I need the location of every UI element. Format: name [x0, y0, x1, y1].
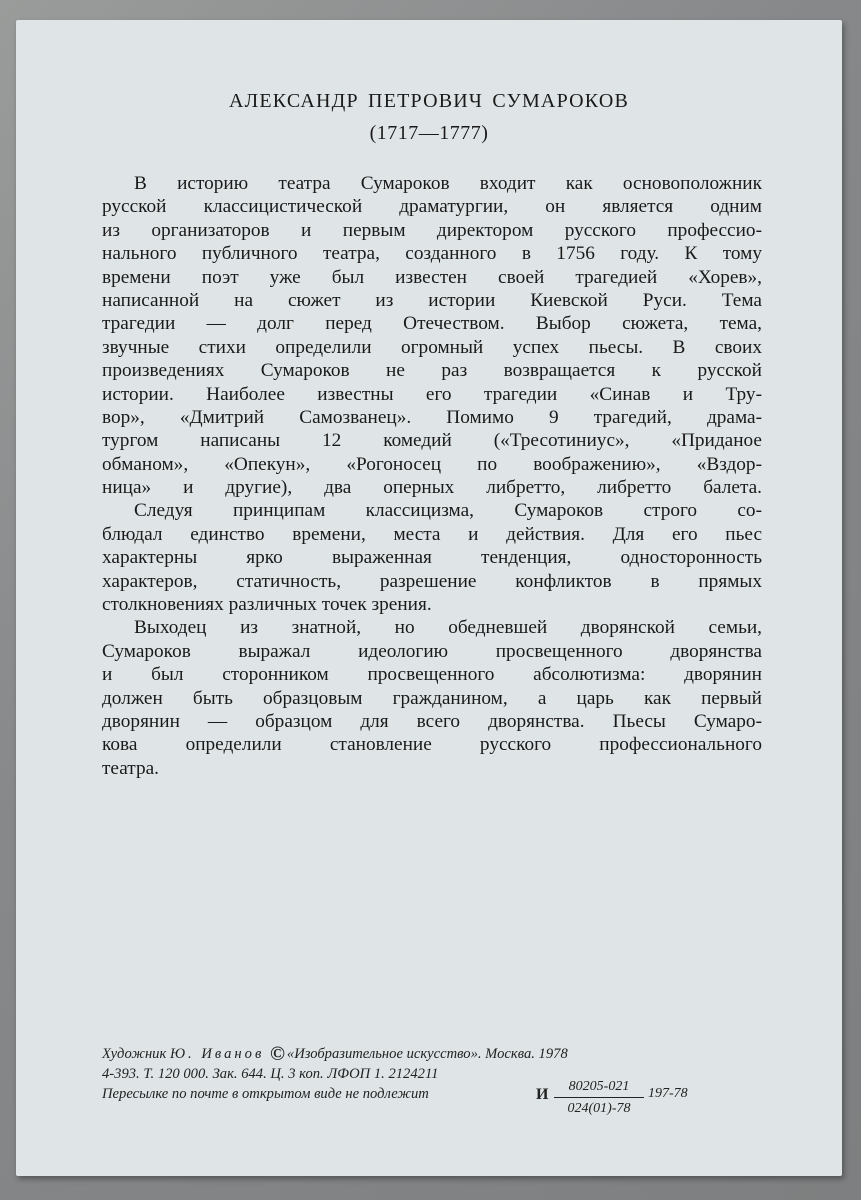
text-line: Сумароков выражал идеологию просвещенного дворянства	[102, 640, 762, 662]
index-letter: И	[536, 1086, 549, 1103]
mail-notice: Пересылке по почте в открытом виде не подлежит	[102, 1086, 429, 1102]
artist-label: Художник	[102, 1046, 167, 1062]
index-fraction	[554, 1078, 644, 1118]
text-line: истории. Наиболее известны его трагедии «Синав и Тру-	[102, 383, 762, 405]
text-line: звучные стихи определили огромный успех пьесы. В своих	[102, 336, 762, 358]
text-line: нального публичного театра, созданного в 1756 году. К тому	[102, 243, 762, 265]
text-line: трагедии — долг перед Отечеством. Выбор сюжета, тема,	[102, 313, 762, 335]
text-line: Выходец из знатной, но обедневшей дворянской семьи,	[134, 617, 762, 639]
text-line: В историю театра Сумароков входит как основоположник	[134, 173, 762, 194]
text-line: блюдал единство времени, места и действия. Для его пьес	[102, 523, 762, 545]
text-line: дворянин — образцом для всего дворянства. Пьесы Сумаро-	[102, 710, 762, 732]
text-line: из организаторов и первым директором русского профессио-	[102, 219, 762, 241]
index-suffix: 197-78	[648, 1086, 688, 1101]
life-years: (1717—1777)	[369, 122, 489, 144]
artist-name: Ю. Иванов	[169, 1046, 265, 1062]
artist-credit-line	[102, 1044, 782, 1064]
copyright-icon: ©	[269, 1043, 285, 1065]
text-line: театра.	[102, 757, 159, 779]
text-line: кова определили становление русского профессионального	[102, 734, 762, 756]
postcard-back	[16, 20, 842, 1176]
text-line: ница» и другие), два оперных либретто, либретто балета.	[102, 477, 762, 499]
text-line: написанной на сюжет из истории Киевской Руси. Тема	[102, 289, 762, 311]
text-line: вор», «Дмитрий Самозванец». Помимо 9 трагедий, драма-	[102, 406, 762, 428]
biography-text	[102, 172, 762, 780]
text-line: времени поэт уже был известен своей трагедией «Хорев»,	[102, 266, 762, 288]
text-line: характеров, статичность, разрешение конфликтов в прямых	[102, 570, 762, 592]
text-line: Следуя принципам классицизма, Сумароков строго со-	[134, 500, 762, 522]
text-line: характерны ярко выраженная тенденция, односторонность	[102, 547, 762, 569]
text-line: должен быть образцовым гражданином, а царь как первый	[102, 687, 762, 709]
index-numerator: 80205-021	[554, 1078, 644, 1098]
page-title: АЛЕКСАНДР ПЕТРОВИЧ СУМАРОКОВ	[228, 90, 630, 112]
text-line: русской классицистической драматургии, он является одним	[102, 196, 762, 218]
print-info-line: 4-393. Т. 120 000. Зак. 644. Ц. 3 коп. ЛФОП 1. 2124211	[102, 1066, 439, 1082]
publisher-name: «Изобразительное искусство». Москва. 1978	[286, 1046, 568, 1062]
text-line: обманом», «Опекун», «Рогоносец по воображению», «Вздор-	[102, 453, 762, 475]
text-line: столкновениях различных точек зрения.	[102, 594, 432, 616]
index-denominator: 024(01)-78	[567, 1101, 631, 1116]
text-line: произведениях Сумароков не раз возвращается к русской	[102, 360, 762, 382]
text-line: тургом написаны 12 комедий («Тресотиниус», «Приданое	[102, 430, 762, 452]
text-line: и был сторонником просвещенного абсолютизма: дворянин	[102, 664, 762, 686]
